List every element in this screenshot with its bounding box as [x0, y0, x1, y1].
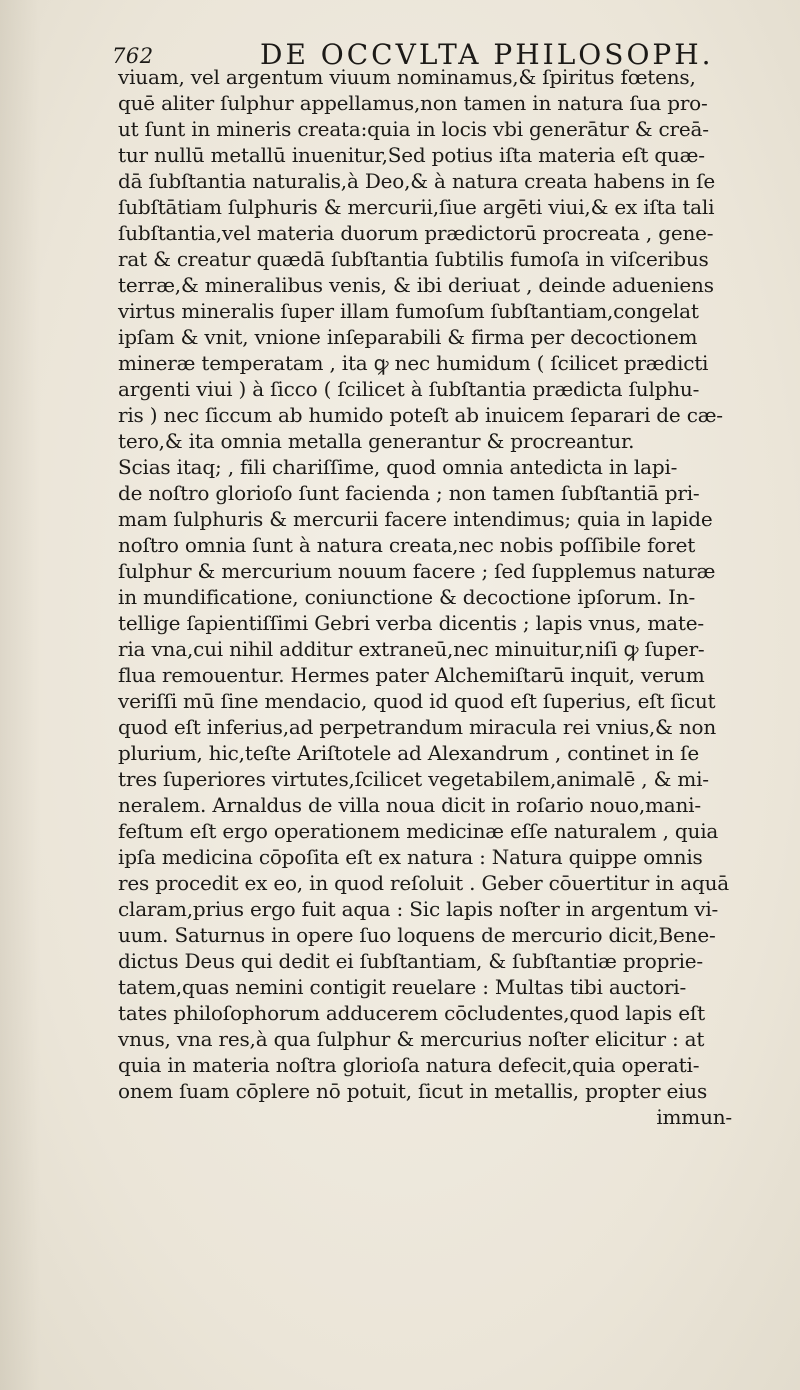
text-line: quod eſt inferius,ad perpetrandum miracula rei vnius,& non	[118, 715, 717, 739]
text-line: tates philoſophorum adducerem cōcludentes,quod lapis eſt	[118, 1001, 705, 1025]
text-line: de noſtro glorioſo ſunt facienda ; non tamen ſubſtantiā pri-	[118, 481, 700, 505]
text-line: terræ,& mineralibus venis, & ibi deriuat , deinde adueniens	[118, 273, 714, 297]
text-line: noſtro omnia ſunt à natura creata,nec nobis poſſibile foret	[118, 533, 696, 557]
text-line: quē aliter ſulphur appellamus,non tamen in natura ſua pro-	[118, 91, 708, 115]
text-line: ipſam & vnit, vnione inſeparabili & firma per decoctionem	[118, 325, 698, 349]
text-line: tres ſuperiores virtutes,ſcilicet vegetabilem,animalē , & mi-	[118, 767, 709, 791]
text-line: mineræ temperatam , ita ꝙ nec humidum ( ſcilicet prædicti	[118, 351, 709, 375]
text-line: rat & creatur quædā ſubſtantia ſubtilis fumoſa in viſceribus	[118, 247, 709, 271]
running-head: DE OCCVLTA PHILOSOPH.	[260, 38, 714, 71]
text-line: tero,& ita omnia metalla generantur & procreantur.	[118, 429, 635, 453]
text-line: ſubſtantia,vel materia duorum prædictorū procreata , gene-	[118, 221, 714, 245]
text-line: in mundificatione, coniunctione & decoctione ipſorum. In-	[118, 585, 696, 609]
text-line: tatem,quas nemini contigit reuelare : Multas tibi auctori-	[118, 975, 687, 999]
text-line: dā ſubſtantia naturalis,à Deo,& à natura creata habens in ſe	[118, 169, 715, 193]
text-line: virtus mineralis ſuper illam fumoſum ſubſtantiam,congelat	[118, 299, 699, 323]
text-line: argenti viui ) à ſicco ( ſcilicet à ſubſtantia prædicta ſulphu-	[118, 377, 700, 401]
text-line: tur nullū metallū inuenitur,Sed potius iſta materia eſt quæ-	[118, 143, 705, 167]
text-line: Scias itaq; , fili chariſſime, quod omnia antedicta in lapi-	[118, 455, 678, 479]
text-line: viuam, vel argentum viuum nominamus,& ſpiritus fœtens,	[118, 65, 696, 89]
text-line: mam ſulphuris & mercurii facere intendimus; quia in lapide	[118, 507, 713, 531]
page-number: 762	[112, 44, 154, 68]
text-line: flua remouentur. Hermes pater Alchemiſtarū inquit, verum	[118, 663, 705, 687]
text-line: ris ) nec ſiccum ab humido poteſt ab inuicem ſeparari de cæ-	[118, 403, 723, 427]
text-line: veriſſi mū ſine mendacio, quod id quod eſt ſuperius, eſt ſicut	[118, 689, 716, 713]
text-line: quia in materia noſtra glorioſa natura defecit,quia operati-	[118, 1053, 700, 1077]
text-line: feſtum eſt ergo operationem medicinæ eſſe naturalem , quia	[118, 819, 719, 843]
text-line: vnus, vna res,à qua ſulphur & mercurius noſter elicitur : at	[118, 1027, 705, 1051]
text-line: claram,prius ergo fuit aqua : Sic lapis noſter in argentum vi-	[118, 897, 719, 921]
text-line: res procedit ex eo, in quod reſoluit . Geber cōuertitur in aquā	[118, 871, 729, 895]
text-line: ipſa medicina cōpoſita eſt ex natura : Natura quippe omnis	[118, 845, 703, 869]
body-text	[118, 64, 758, 1130]
text-line: onem ſuam cōplere nō potuit, ſicut in metallis, propter eius	[118, 1079, 708, 1103]
text-line: tellige ſapientiſſimi Gebri verba dicentis ; lapis vnus, mate-	[118, 611, 704, 635]
catchword: immun-	[656, 1105, 732, 1129]
text-line: plurium, hic,teſte Ariſtotele ad Alexandrum , continet in ſe	[118, 741, 699, 765]
text-line: ut ſunt in mineris creata:quia in locis vbi generātur & creā-	[118, 117, 709, 141]
page-gutter-shadow	[0, 0, 40, 1390]
text-line: dictus Deus qui dedit ei ſubſtantiam, & ſubſtantiæ proprie-	[118, 949, 703, 973]
text-line: ſubſtātiam ſulphuris & mercurii,ſiue argēti viui,& ex iſta tali	[118, 195, 715, 219]
text-line: ria vna,cui nihil additur extraneū,nec minuitur,niſi ꝙ ſuper-	[118, 637, 705, 661]
text-line: neralem. Arnaldus de villa noua dicit in roſario nouo,mani-	[118, 793, 701, 817]
text-line: ſulphur & mercurium nouum facere ; ſed ſupplemus naturæ	[118, 559, 716, 583]
text-line: uum. Saturnus in opere ſuo loquens de mercurio dicit,Bene-	[118, 923, 716, 947]
